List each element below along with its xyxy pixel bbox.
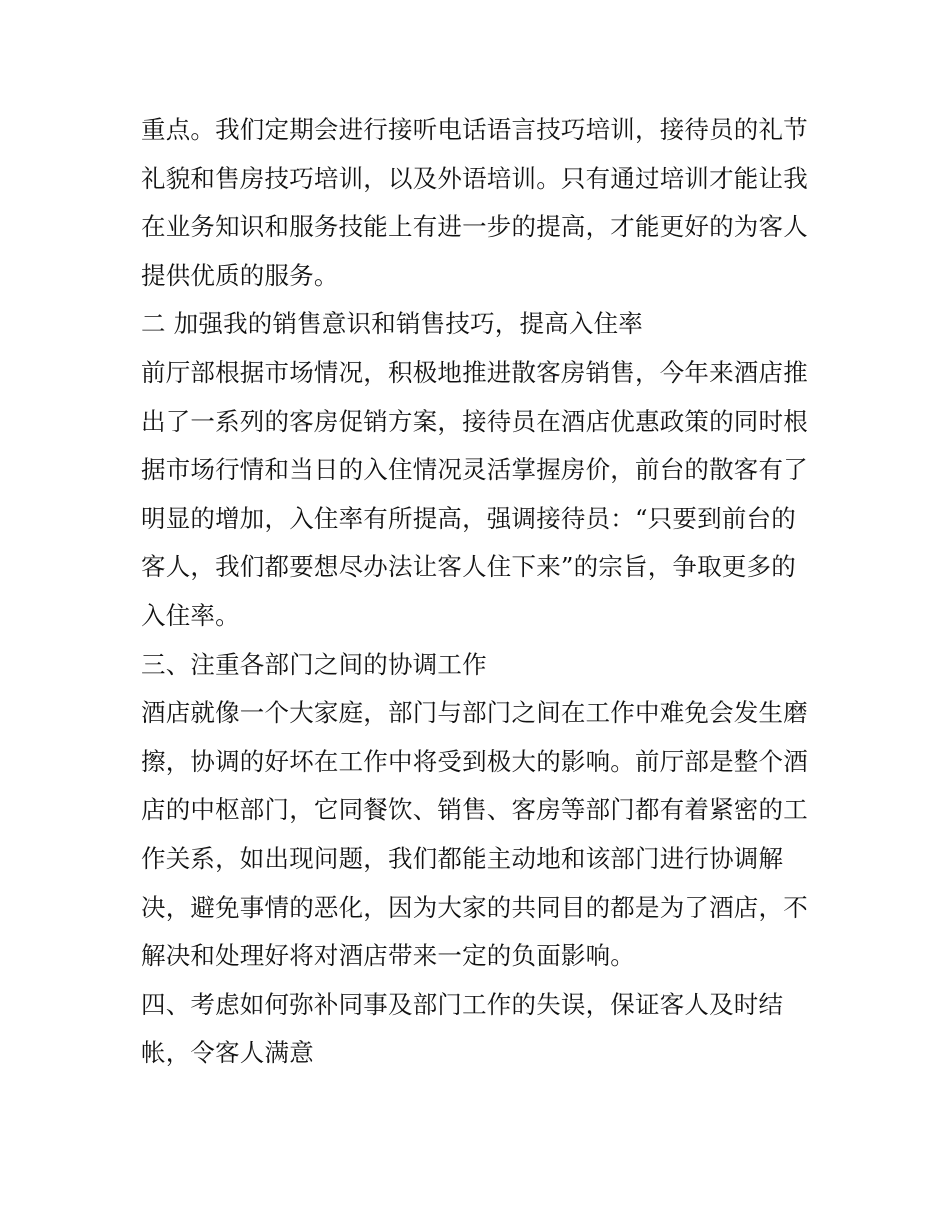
text-line: 在业务知识和服务技能上有进一步的提高，才能更好的为客人 <box>141 212 808 242</box>
text-line: 入住率。 <box>141 600 240 630</box>
section-heading: 三、注重各部门之间的协调工作 <box>141 649 487 679</box>
text-line: 客人，我们都要想尽办法让客人住下来”的宗旨，争取更多的 <box>141 552 796 582</box>
text-line: 擦，协调的好坏在工作中将受到极大的影响。前厅部是整个酒 <box>141 746 808 776</box>
section-heading: 帐，令客人满意 <box>141 1038 314 1068</box>
text-line: 解决和处理好将对酒店带来一定的负面影响。 <box>141 941 635 971</box>
text-line: 出了一系列的客房促销方案，接待员在酒店优惠政策的同时根 <box>141 406 808 436</box>
text-line: 决，避免事情的恶化，因为大家的共同目的都是为了酒店，不 <box>141 892 808 922</box>
section-heading: 四、考虑如何弥补同事及部门工作的失误，保证客人及时结 <box>141 989 784 1019</box>
text-line: 据市场行情和当日的入住情况灵活掌握房价，前台的散客有了 <box>141 455 808 485</box>
text-line: 作关系，如出现问题，我们都能主动地和该部门进行协调解 <box>141 843 784 873</box>
text-line: 明显的增加，入住率有所提高，强调接待员：“只要到前台的 <box>141 503 796 533</box>
text-line: 礼貌和售房技巧培训，以及外语培训。只有通过培训才能让我 <box>141 163 808 193</box>
text-line: 前厅部根据市场情况，积极地推进散客房销售，今年来酒店推 <box>141 357 808 387</box>
text-line: 提供优质的服务。 <box>141 260 339 290</box>
text-line: 酒店就像一个大家庭，部门与部门之间在工作中难免会发生磨 <box>141 698 808 728</box>
text-line: 重点。我们定期会进行接听电话语言技巧培训，接待员的礼节 <box>141 115 808 144</box>
body-text <box>141 106 821 1078</box>
text-line: 店的中枢部门，它同餐饮、销售、客房等部门都有着紧密的工 <box>141 795 808 825</box>
section-heading: 二 加强我的销售意识和销售技巧，提高入住率 <box>141 309 643 339</box>
